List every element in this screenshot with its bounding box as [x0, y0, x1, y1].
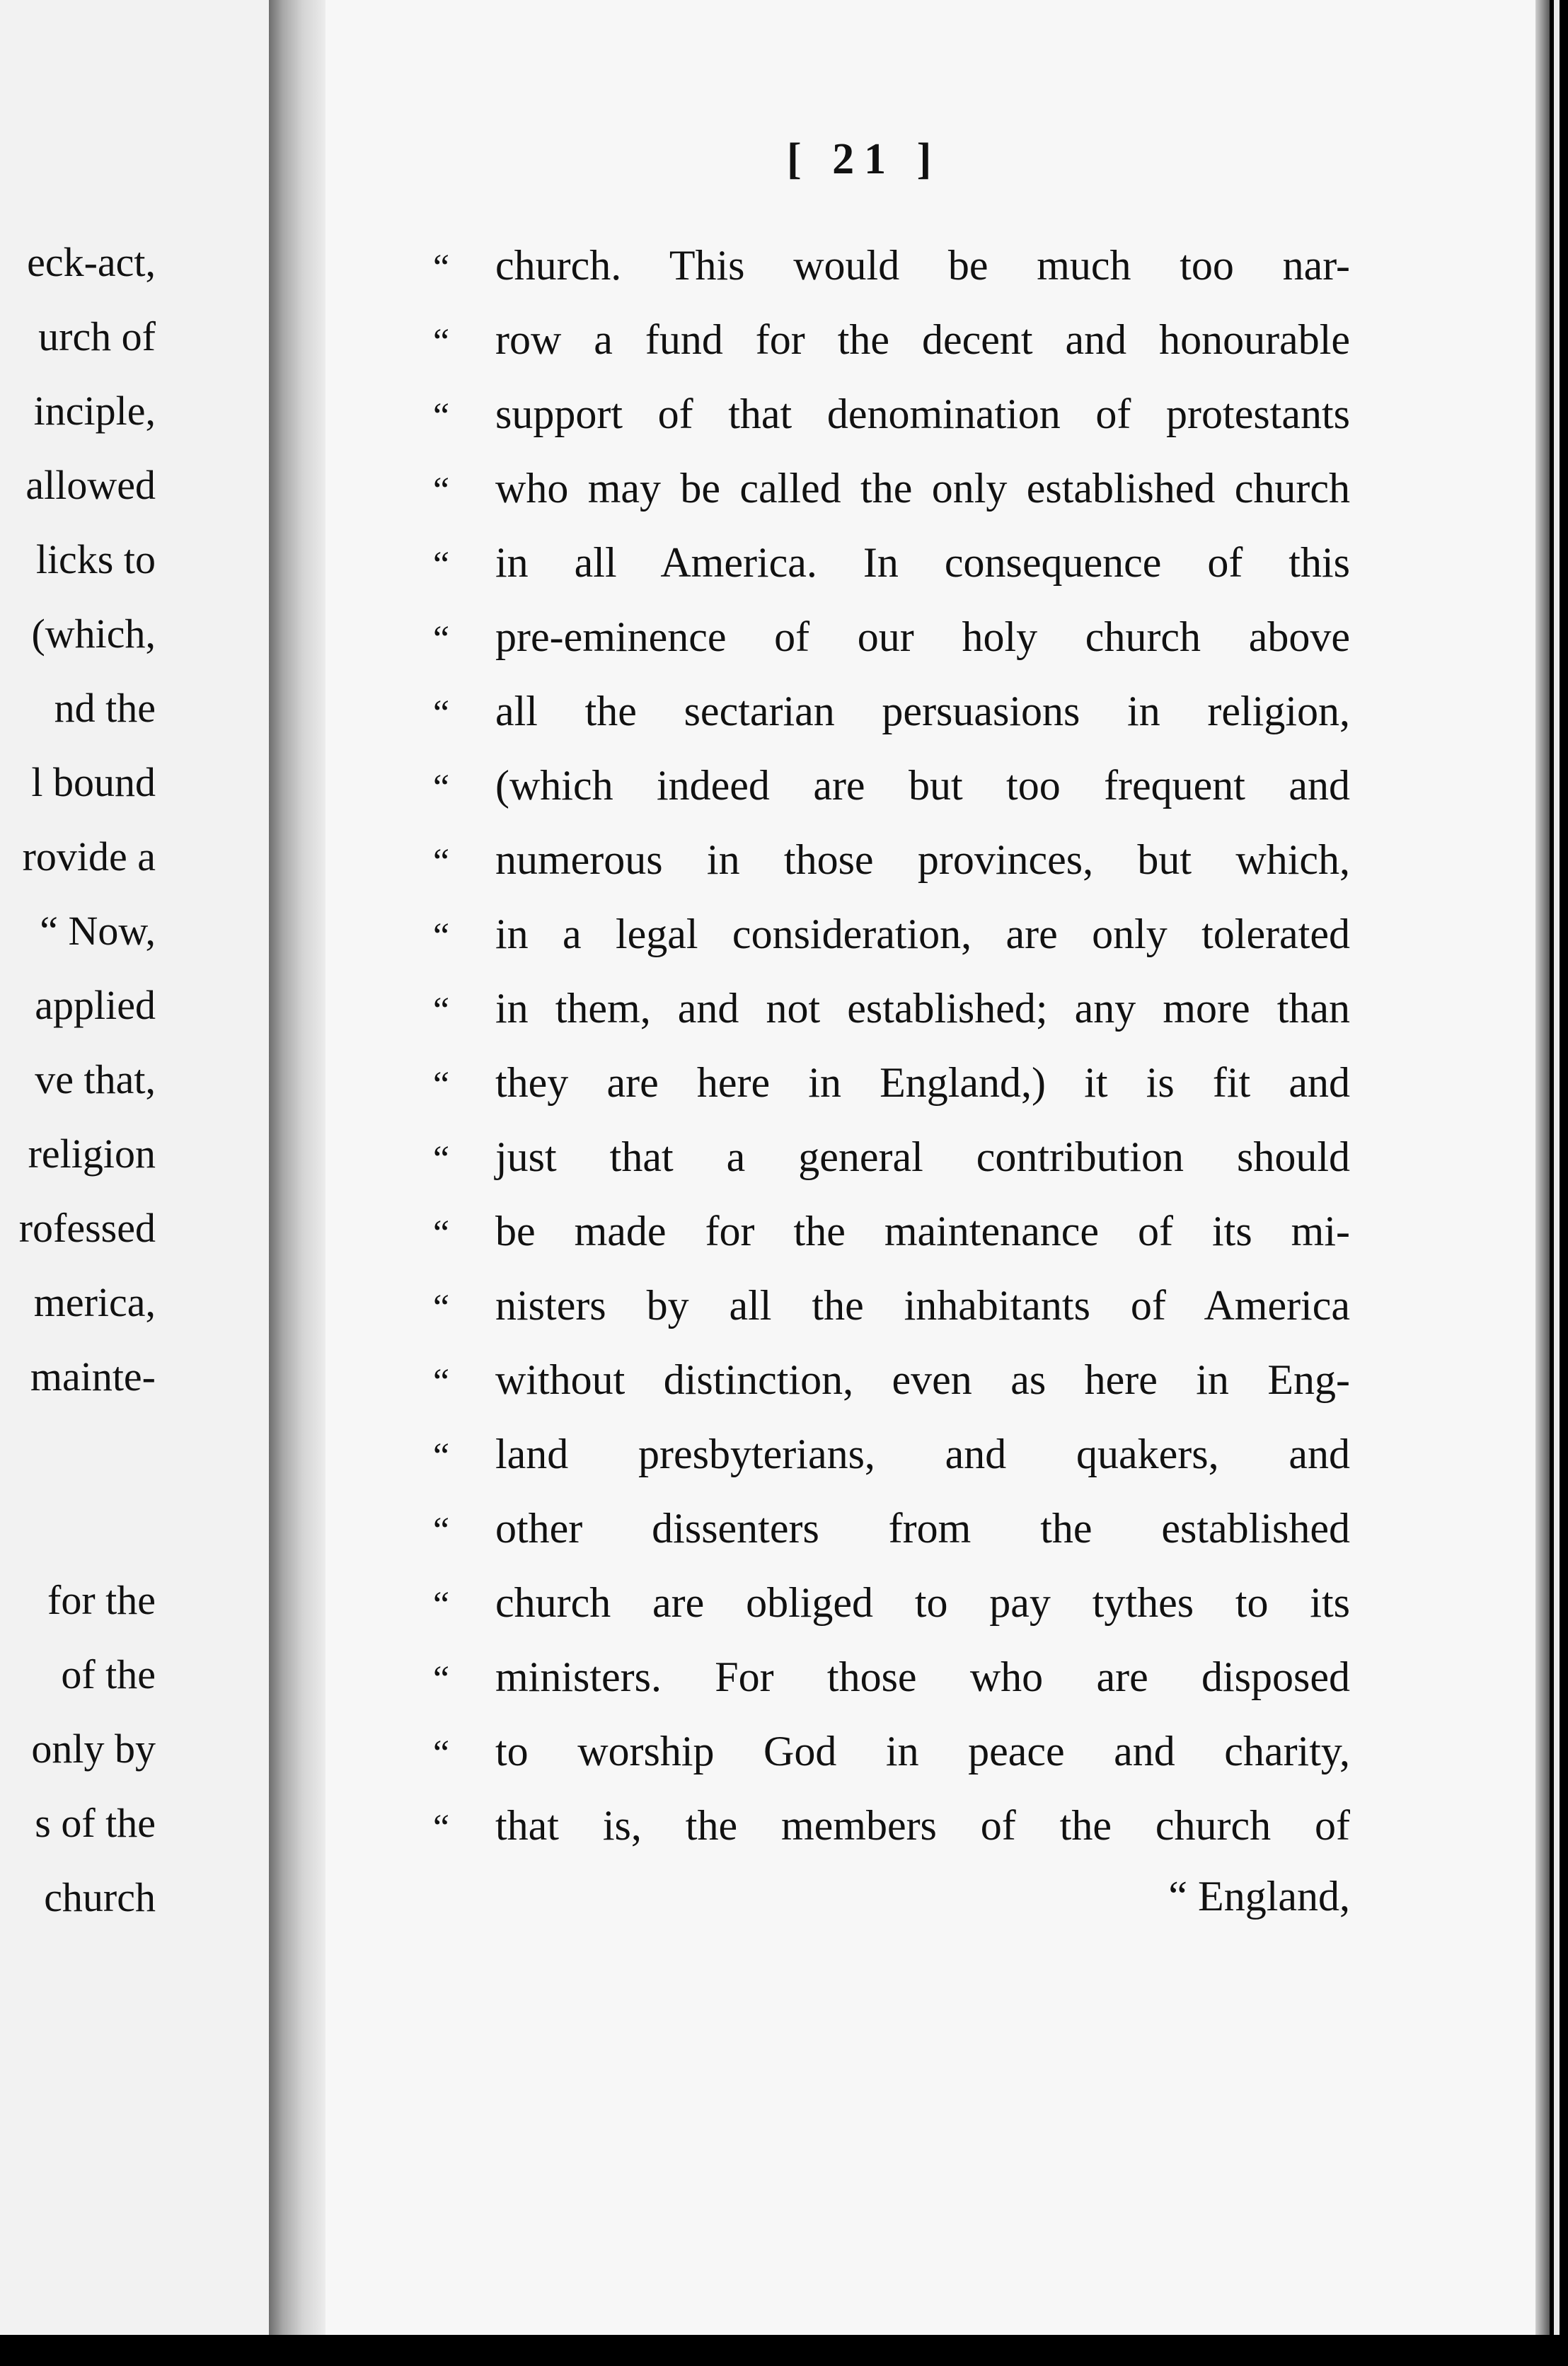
quote-mark: “ — [433, 693, 450, 734]
line-text: who may be called the only established church — [495, 465, 1350, 512]
quote-mark: “ — [433, 768, 450, 808]
line-text: to worship God in peace and charity, — [495, 1728, 1350, 1774]
left-page-line: licks to — [35, 536, 156, 582]
text-line — [433, 244, 1350, 287]
book-gutter — [269, 0, 325, 2335]
text-line — [433, 1804, 1350, 1847]
text-line — [433, 1133, 1350, 1180]
text-line — [433, 613, 1350, 660]
quote-mark: “ — [433, 1659, 450, 1700]
left-page-line: nd the — [54, 685, 156, 731]
text-line — [433, 1730, 1350, 1772]
quote-mark: “ — [433, 991, 450, 1031]
line-text: just that a general contribution should — [495, 1133, 1350, 1180]
text-line — [433, 1210, 1350, 1252]
quote-mark: “ — [433, 1733, 450, 1774]
line-text: they are here in England,) it is fit and — [495, 1059, 1350, 1106]
quote-mark: “ — [433, 842, 450, 882]
line-text: ministers. For those who are disposed — [495, 1654, 1350, 1700]
left-page-line: “ Now, — [40, 908, 156, 954]
left-page-line: of the — [61, 1651, 156, 1697]
line-text: nisters by all the inhabitants of America — [495, 1282, 1350, 1329]
line-text: church. This would be much too nar- — [495, 242, 1350, 289]
left-page-line: rofessed — [18, 1205, 156, 1251]
text-line — [433, 1284, 1350, 1327]
quote-mark: “ — [433, 545, 450, 585]
quote-mark: “ — [433, 1213, 450, 1254]
quote-mark: “ — [433, 916, 450, 957]
quote-mark: “ — [433, 1585, 450, 1625]
text-line — [433, 764, 1350, 807]
text-line — [433, 541, 1350, 584]
text-line — [433, 985, 1350, 1032]
line-text: support of that denomination of protestants — [495, 391, 1350, 437]
left-page-line: (which, — [31, 611, 156, 657]
line-text: that is, the members of the church of — [495, 1802, 1350, 1849]
line-text: (which indeed are but too frequent and — [495, 762, 1350, 809]
left-page-line: mainte- — [30, 1354, 156, 1400]
page-edge — [1554, 0, 1560, 2335]
quote-mark: “ — [433, 396, 450, 437]
left-page-line: urch of — [38, 313, 156, 359]
text-line — [433, 318, 1350, 361]
left-page-line: religion — [28, 1131, 156, 1177]
text-line — [433, 1507, 1350, 1550]
quote-mark: “ — [433, 1511, 450, 1551]
line-text: church are obliged to pay tythes to its — [495, 1579, 1350, 1626]
quote-mark: “ — [433, 1436, 450, 1477]
line-text: pre-eminence of our holy church above — [495, 613, 1350, 660]
line-text: in them, and not established; any more than — [495, 985, 1350, 1032]
text-line — [433, 393, 1350, 435]
text-line — [433, 913, 1350, 955]
left-page-line: allowed — [25, 462, 156, 508]
catchword: “ England, — [1168, 1873, 1350, 1920]
line-text: in a legal consideration, are only tolerated — [495, 911, 1350, 957]
left-page-line: ve that, — [35, 1056, 156, 1102]
quote-mark: “ — [433, 1065, 450, 1105]
line-text: all the sectarian persuasions in religion, — [495, 688, 1350, 734]
left-page-line: applied — [35, 982, 156, 1028]
quote-mark: “ — [433, 248, 450, 288]
quote-mark: “ — [433, 1139, 450, 1179]
left-page-line: inciple, — [33, 388, 156, 434]
line-text: row a fund for the decent and honourable — [495, 316, 1350, 363]
left-page-line: s of the — [35, 1800, 156, 1846]
left-page-line: only by — [31, 1726, 156, 1772]
line-text: other dissenters from the established — [495, 1505, 1350, 1552]
text-line — [433, 838, 1350, 881]
quote-mark: “ — [433, 1808, 450, 1848]
line-text: be made for the maintenance of its mi- — [495, 1208, 1350, 1254]
left-page-line: merica, — [33, 1279, 156, 1325]
left-page-line: l bound — [31, 759, 156, 805]
text-line — [433, 1061, 1350, 1104]
text-line — [433, 690, 1350, 732]
quote-mark: “ — [433, 471, 450, 511]
quote-mark: “ — [433, 619, 450, 659]
line-text: numerous in those provinces, but which, — [495, 836, 1350, 883]
line-text: without distinction, even as here in Eng- — [495, 1356, 1350, 1403]
left-page-line: eck-act, — [27, 239, 156, 285]
page-edge-shadow — [1535, 0, 1550, 2335]
quote-mark: “ — [433, 1362, 450, 1402]
line-text: land presbyterians, and quakers, and — [495, 1431, 1350, 1477]
text-line — [433, 1358, 1350, 1401]
text-line — [433, 1581, 1350, 1624]
quote-mark: “ — [433, 1288, 450, 1328]
text-line — [433, 1656, 1350, 1698]
text-line — [433, 465, 1350, 512]
left-page-line: rovide a — [22, 833, 156, 879]
left-page — [0, 0, 270, 2335]
text-line — [433, 1433, 1350, 1475]
left-page-line: for the — [47, 1577, 156, 1623]
quote-mark: “ — [433, 322, 450, 362]
line-text: in all America. In consequence of this — [495, 539, 1350, 586]
left-page-line: church — [44, 1874, 156, 1920]
page-number: [ 21 ] — [787, 135, 942, 183]
